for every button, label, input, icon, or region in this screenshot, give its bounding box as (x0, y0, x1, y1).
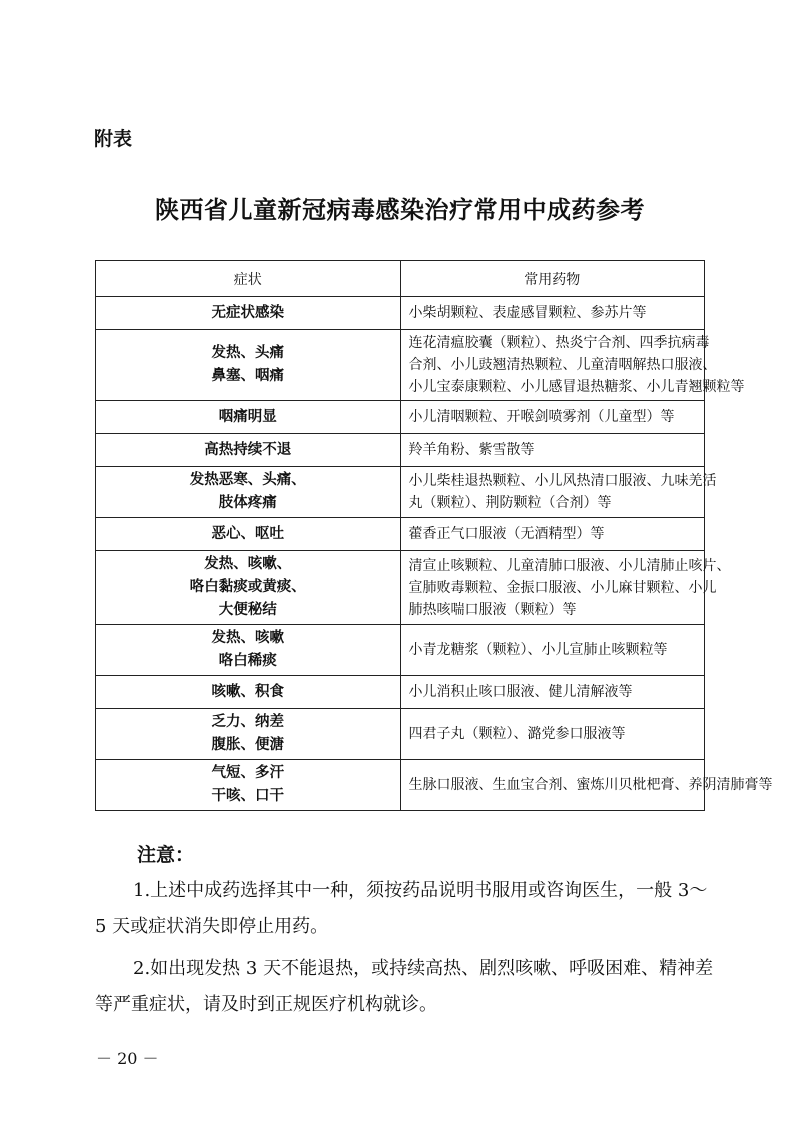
symptom-cell (96, 760, 401, 811)
table-row (96, 676, 705, 709)
symptom-line: 干咳、口干 (211, 788, 284, 804)
notes-heading: 注意： (137, 844, 195, 866)
symptom-line: 发热、头痛 (211, 345, 284, 361)
note-item-2: 2.如出现发热 3 天不能退热，或持续高热、剧烈咳嗽、呼吸困难、精神差等严重症状，请及时到正规医疗机构就诊。 (95, 958, 714, 1015)
table-row (96, 709, 705, 760)
appendix-label: 附表 (94, 128, 133, 150)
symptom-line: 大便秘结 (218, 602, 277, 618)
table-row (96, 625, 705, 676)
drug-line: 小儿消积止咳口服液、健儿清解液等 (408, 684, 633, 700)
table-row (96, 467, 705, 518)
symptom-line: 发热恶寒、头痛、 (189, 472, 306, 488)
drug-line: 小儿宝泰康颗粒、小儿感冒退热糖浆、小儿青翘颗粒等 (408, 379, 745, 395)
header-symptom: 症状 (96, 261, 401, 297)
medicine-table (95, 260, 773, 811)
symptom-line: 鼻塞、咽痛 (211, 368, 284, 384)
table-row (96, 518, 705, 551)
symptom-cell (96, 551, 401, 625)
drugs-cell (400, 401, 705, 434)
symptom-cell (96, 297, 401, 330)
drugs-cell (400, 297, 705, 330)
symptom-cell (96, 330, 401, 401)
symptom-line: 无症状感染 (211, 304, 284, 321)
drug-line: 小儿柴桂退热颗粒、小儿风热清口服液、九味羌活 (408, 473, 717, 489)
symptom-line: 高热持续不退 (204, 441, 292, 458)
drugs-cell (400, 760, 773, 811)
symptom-line: 乏力、纳差 (211, 714, 284, 730)
document-title: 陕西省儿童新冠病毒感染治疗常用中成药参考 (155, 195, 645, 224)
drug-line: 羚羊角粉、紫雪散等 (408, 442, 535, 458)
drugs-cell (400, 518, 705, 551)
symptom-line: 咯白黏痰或黄痰、 (189, 579, 306, 595)
note-item-1: 1.上述中成药选择其中一种，须按药品说明书服用或咨询医生，一般 3～5 天或症状消失即停止用药。 (95, 880, 708, 937)
drug-line: 丸（颗粒）、荆防颗粒（合剂）等 (408, 495, 612, 511)
drugs-cell (400, 330, 745, 401)
drug-line: 小柴胡颗粒、表虚感冒颗粒、参苏片等 (408, 305, 647, 321)
symptom-cell (96, 709, 401, 760)
symptom-cell (96, 676, 401, 709)
symptom-line: 发热、咳嗽 (211, 630, 284, 646)
header-drugs: 常用药物 (400, 261, 705, 297)
drug-line: 生脉口服液、生血宝合剂、蜜炼川贝枇杷膏、养阴清肺膏等 (408, 777, 773, 793)
table-row (96, 434, 705, 467)
drug-line: 宣肺败毒颗粒、金振口服液、小儿麻甘颗粒、小儿 (408, 579, 717, 596)
page-number: － 20 － (96, 1049, 159, 1068)
notes-section (95, 840, 715, 1023)
symptom-line: 腹胀、便溏 (211, 737, 284, 753)
drugs-cell (400, 551, 731, 625)
table-row (96, 401, 705, 434)
drug-line: 小青龙糖浆（颗粒）、小儿宣肺止咳颗粒等 (408, 642, 668, 658)
symptom-line: 肢体疼痛 (218, 495, 277, 511)
symptom-line: 发热、咳嗽、 (204, 556, 292, 572)
drugs-cell (400, 434, 705, 467)
table-body (96, 297, 773, 811)
symptom-line: 气短、多汗 (211, 765, 284, 781)
table-row (96, 330, 705, 401)
table-row (96, 297, 705, 330)
drug-line: 连花清瘟胶囊（颗粒）、热炎宁合剂、四季抗病毒 (408, 335, 710, 351)
drug-line: 合剂、小儿豉翘清热颗粒、儿童清咽解热口服液、 (408, 357, 717, 373)
drugs-cell (400, 625, 705, 676)
drugs-cell (400, 467, 717, 518)
drug-line: 小儿清咽颗粒、开喉剑喷雾剂（儿童型）等 (408, 409, 675, 425)
symptom-line: 恶心、呕吐 (211, 525, 284, 542)
drug-line: 四君子丸（颗粒）、潞党参口服液等 (408, 726, 626, 742)
symptom-cell (96, 625, 401, 676)
table-row (96, 551, 705, 625)
symptom-cell (96, 434, 401, 467)
drugs-cell (400, 676, 705, 709)
table-row (96, 760, 705, 811)
drugs-cell (400, 709, 705, 760)
symptom-line: 咯白稀痰 (218, 653, 277, 669)
drug-line: 清宣止咳颗粒、儿童清肺口服液、小儿清肺止咳片、 (408, 557, 731, 574)
symptom-cell (96, 467, 401, 518)
table-header-row (96, 261, 705, 297)
drug-line: 肺热咳喘口服液（颗粒）等 (408, 601, 577, 618)
symptom-line: 咽痛明显 (218, 408, 277, 425)
drug-line: 藿香正气口服液（无酒精型）等 (408, 526, 605, 542)
symptom-cell (96, 401, 401, 434)
symptom-line: 咳嗽、积食 (211, 683, 284, 700)
symptom-cell (96, 518, 401, 551)
